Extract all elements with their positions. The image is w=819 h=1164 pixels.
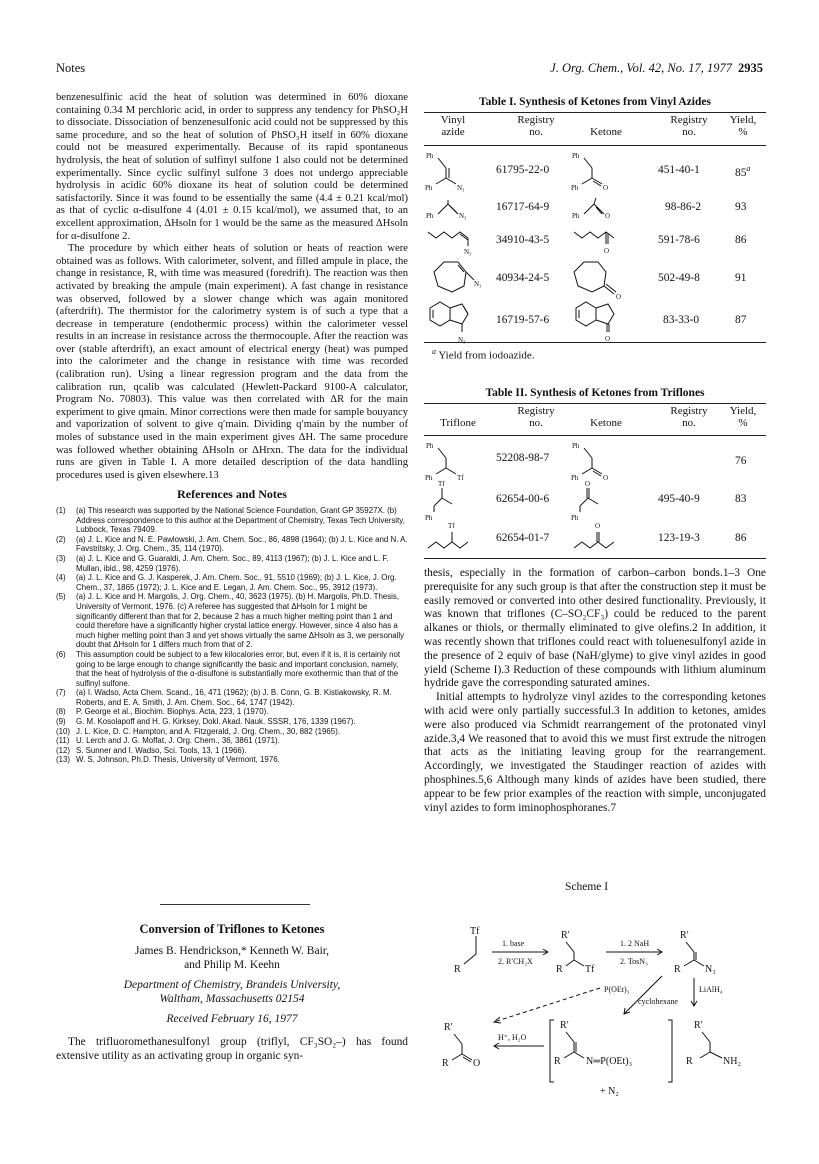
table2-col-ketone: Ketone: [590, 417, 622, 429]
article-separator: [160, 904, 310, 905]
table1-r1-reg1: 61795-22-0: [496, 164, 550, 176]
scheme-diagram: [424, 896, 766, 1111]
svg-text:O: O: [585, 480, 591, 488]
page-number: 2935: [738, 61, 763, 75]
table1-footnote: $^a$ Yield from iodoazide.: [432, 347, 535, 362]
reference-item: [56, 688, 408, 707]
reference-text: (a) J. L. Kice and H. Margolis, J. Org. Chem., 40, 3623 (1975). (b) H. Margolis, Ph.D. Thesis, University of Vermont, 1976. (c) A referee has suggested that ΔHsoln for 1 might be significantly different than that for 2, because 2 has a much higher melting point than 1 and could therefore have a significantly higher crystal lattice energy. However, since 4 also has a much higher melting point than 3 and yet shows virtually the same ΔHsoln as 3, we personally doubt that ΔHsoln for 1 differs much from that of 2.: [76, 592, 405, 650]
table2-header: [424, 405, 766, 435]
table2-r2-yield: 83: [735, 493, 747, 505]
svg-text:Tf: Tf: [585, 964, 595, 975]
table1-r4-yield: 91: [735, 272, 747, 284]
svg-text:Tf: Tf: [457, 474, 464, 482]
table1-top-rule: [424, 112, 766, 113]
reference-item: [56, 707, 408, 717]
svg-text:N₃: N₃: [474, 280, 482, 288]
svg-text:O: O: [603, 474, 609, 482]
table1-r1-ketone-structure: [570, 148, 630, 192]
svg-text:O: O: [603, 184, 609, 192]
reference-text: (a) J. L. Kice and N. E. Pawlowski, J. Am. Chem. Soc., 86, 4898 (1964); (b) J. L. Kice and N. A. Favstritsky, J. Org. Chem., 35, 114 (1970).: [76, 534, 408, 554]
svg-text:1. 2 NaH: 1. 2 NaH: [620, 939, 650, 948]
svg-text:R: R: [454, 964, 461, 975]
reference-number: (5): [56, 592, 66, 602]
svg-text:Ph: Ph: [571, 474, 579, 482]
svg-text:N₃: N₃: [464, 248, 472, 256]
table1-title: Table I. Synthesis of Ketones from Vinyl Azides: [479, 96, 711, 108]
affiliation-line-1: Department of Chemistry, Brandeis University,: [123, 979, 341, 991]
table1-col-vinyl: Vinyl azide: [440, 114, 466, 138]
table2-r1-ketone-structure: [570, 438, 630, 482]
svg-text:N₃: N₃: [458, 336, 466, 344]
table2-r3-yield: 86: [735, 532, 747, 544]
table2-r1-triflone-structure: [424, 438, 484, 482]
table1-r5-ketone-structure: [570, 296, 640, 344]
table1-r3-reg1: 34910-43-5: [496, 234, 550, 246]
running-head-section: Notes: [56, 61, 86, 75]
journal-citation: J. Org. Chem., Vol. 42, No. 17, 1977: [550, 61, 732, 75]
reference-item: [56, 736, 408, 746]
table1-r5-yield: 87: [735, 314, 747, 326]
table1-col-registry2: Registry no.: [670, 114, 708, 138]
reference-text: J. L. Kice, D. C. Hampton, and A. Fitzgerald, J. Org. Chem., 30, 882 (1965).: [76, 726, 341, 736]
reference-text: (a) I. Wadso, Acta Chem. Scand., 16, 471 (1962); (b) J. B. Conn, G. B. Kistiakowsky, R. M. Roberts, and E. A. Smith, J. Am. Chem. Soc., 64, 1747 (1942).: [76, 688, 392, 707]
reference-number: (10): [56, 726, 71, 736]
table1-r1-azide-structure: [424, 148, 484, 192]
svg-text:O: O: [605, 212, 611, 220]
reference-text: P. George et al., Biochim. Biophys. Acta, 223, 1 (1970).: [76, 707, 269, 717]
table2-title: Table II. Synthesis of Ketones from Triflones: [485, 387, 705, 399]
svg-text:Ph: Ph: [572, 152, 580, 160]
reference-item: [56, 755, 408, 765]
svg-text:R′: R′: [444, 1022, 453, 1033]
scheme-title: Scheme I: [565, 881, 609, 893]
svg-text:Ph: Ph: [426, 442, 434, 450]
table2-r3-triflone-structure: [424, 518, 494, 554]
table2-col-triflone: Triflone: [440, 417, 476, 429]
svg-text:Tf: Tf: [448, 522, 455, 530]
svg-text:2. TosN₃: 2. TosN₃: [620, 957, 648, 966]
table2-r2-reg1: 62654-00-6: [496, 493, 550, 505]
svg-text:Ph: Ph: [426, 152, 434, 160]
table1-r4-reg1: 40934-24-5: [496, 272, 550, 284]
svg-text:H⁺, H₂O: H⁺, H₂O: [498, 1033, 527, 1042]
svg-text:+ N₂: + N₂: [600, 1086, 619, 1097]
svg-text:R′: R′: [694, 1020, 703, 1031]
table2-r1-reg1: 52208-98-7: [496, 452, 550, 464]
reference-text: (a) This research was supported by the National Science Foundation, Grant GP 35927X. (b) Address correspondence to this author at the Department of Chemistry, Texas Tech University, Lubbock, Texas 79409.: [76, 506, 405, 535]
svg-text:Ph: Ph: [426, 212, 434, 220]
svg-text:O: O: [605, 335, 611, 343]
table2-bottom-rule: [424, 558, 766, 559]
table1-r3-azide-structure: [424, 222, 494, 256]
table2-r3-reg1: 62654-01-7: [496, 532, 550, 544]
svg-text:P(OEt)₃: P(OEt)₃: [604, 985, 630, 994]
table1-r2-reg1: 16717-64-9: [496, 201, 550, 213]
svg-text:NH₂: NH₂: [723, 1056, 741, 1067]
table1-r5-reg1: 16719-57-6: [496, 314, 550, 326]
table2-r3-reg2: 123-19-3: [658, 532, 700, 544]
table2-r2-triflone-structure: [424, 478, 484, 522]
reference-text: S. Sunner and I. Wadso, Sci. Tools, 13, 1 (1966).: [76, 745, 247, 755]
svg-text:Ph: Ph: [572, 212, 580, 220]
reference-text: This assumption could be subject to a few kilocalories error, but, even if it is, it is certainly not going to be large enough to change significantly the basic and important conclusion, namely, that the heat of hydrolysis of the α-disulfone is substantially more exothermic than that of the sulfinyl sulfone.: [76, 649, 401, 688]
svg-text:N₃: N₃: [457, 184, 465, 192]
paragraph-procedure: The procedure by which either heats of solution or heats of reaction were obtained was as follows. With calorimeter, solvent, and filled ampule in place, the change in resistance, R, with time was measured (foredrift). The reaction was then activated by breaking the ampule (main experiment). A fast change in resistance was observed, followed by a slower change which was again monitored (afterdrift). The thermistor for the calorimetry system is of such a type that a decrease in temperature (endothermic process) within the calorimeter vessel results in an increase in resistance across the thermocouple. After the reaction was over (stable afterdrift), an exact amount of electrical energy (heat) was pumped into the calorimeter and the change in resistance with time was recorded (calibration run). Using a linear regression program and the data from the calibration run, qcalib was calculated (Hewlett-Packard 9100-A calculator, Program No. 70803). This value was then correlated with ΔR for the main experiment to give qmain. Minor corrections were then made for sample bouyancy and vaporization of solvent to give q′main. Dividing q′main by the number of moles of substance used in the main experiment gives ΔH. The same procedure was followed whether obtaining ΔHsoln or ΔHrxn. The data for the individual runs are given in Table I. A more detailed description of the data handling procedures used is given elsewhere.13: [56, 243, 408, 481]
reference-number: (8): [56, 707, 66, 717]
svg-text:Ph: Ph: [425, 474, 433, 482]
table1-r5-reg2: 83-33-0: [663, 314, 700, 326]
table1-col-registry: Registry no.: [517, 114, 555, 138]
svg-text:R′: R′: [560, 1020, 569, 1031]
table2-r1-yield: 76: [735, 455, 747, 467]
reference-item: [56, 650, 408, 688]
reference-number: (6): [56, 649, 66, 659]
reference-text: G. M. Kosolapoff and H. G. Kirksey, Dokl. Akad. Nauk. SSSR, 176, 1339 (1967).: [76, 717, 356, 727]
authors-line-1: James B. Hendrickson,* Kenneth W. Bair,: [134, 945, 330, 957]
reference-item: [56, 506, 408, 535]
left-column: [56, 92, 408, 765]
paragraph-triflone-background: thesis, especially in the formation of carbon–carbon bonds.1–3 One prerequisite for any such group is that after the construction step it must be easily removed or converted into other desired functionality. Previously, it was known that triflones (C–SO₂CF₃) could be reduced to the parent alkanes or thiols, or thermally eliminated to give olefins.2 In addition, it was recently shown that triflones could react with toluenesulfonyl azide in the presence of 2 equiv of base (NaH/glyme) to give vinyl azides in good yield (Scheme I).3 Reduction of these compounds with lithium aluminum hydride gave the corresponding saturated amines.: [424, 567, 766, 690]
svg-text:Tf: Tf: [438, 480, 445, 488]
reference-item: [56, 554, 408, 573]
right-column: [424, 567, 766, 815]
table2-col-registry2: Registry no.: [670, 405, 708, 429]
svg-text:R: R: [556, 964, 563, 975]
svg-text:Tf: Tf: [470, 926, 480, 937]
reference-item: [56, 727, 408, 737]
table1-r4-reg2: 502-49-8: [658, 272, 700, 284]
svg-text:R: R: [686, 1056, 693, 1067]
svg-text:O: O: [473, 1058, 481, 1069]
table1-r2-reg2: 98-86-2: [665, 201, 702, 213]
table2-top-rule: [424, 403, 766, 404]
affiliation-line-2: Waltham, Massachusetts 02154: [159, 993, 305, 1005]
svg-text:N═P(OEt)₃: N═P(OEt)₃: [586, 1056, 633, 1067]
svg-text:R′: R′: [680, 930, 689, 941]
svg-text:Ph: Ph: [425, 184, 433, 192]
running-head-journal: [550, 61, 763, 76]
reference-text: (a) J. L. Kice and G. Guaraldi, J. Am. Chem. Soc., 89, 4113 (1967); (b) J. L. Kice and L. F. Mullan, ibid., 98, 4259 (1976).: [76, 553, 389, 573]
table2-r3-ketone-structure: [570, 518, 640, 554]
table2-header-rule: [424, 435, 766, 436]
table2-col-yield: Yield, %: [729, 405, 757, 429]
references-heading: References and Notes: [177, 487, 287, 502]
table1-r5-azide-structure: [424, 296, 494, 344]
table1-r3-reg2: 591-78-6: [658, 234, 700, 246]
svg-text:Ph: Ph: [425, 514, 433, 522]
reference-number: (7): [56, 688, 66, 698]
article-header: [56, 922, 408, 1064]
table1-r4-azide-structure: [424, 258, 494, 298]
references-list: [56, 506, 408, 765]
reference-number: (9): [56, 717, 66, 727]
svg-text:LiAlH₄: LiAlH₄: [699, 985, 723, 994]
reference-number: (3): [56, 553, 66, 563]
table1-r3-yield: 86: [735, 234, 747, 246]
svg-text:R′: R′: [561, 930, 570, 941]
svg-text:1. base: 1. base: [502, 939, 525, 948]
table1-col-yield: Yield, %: [729, 114, 757, 138]
svg-text:N₃: N₃: [705, 964, 716, 975]
reference-number: (4): [56, 573, 66, 583]
svg-text:Ph: Ph: [571, 514, 579, 522]
svg-text:R: R: [554, 1056, 561, 1067]
table2-col-registry: Registry no.: [517, 405, 555, 429]
svg-text:O: O: [616, 293, 622, 301]
authors-line-2: and Philip M. Keehn: [184, 959, 280, 971]
reference-item: [56, 746, 408, 756]
table2-r2-ketone-structure: [570, 478, 630, 522]
svg-text:N₃: N₃: [459, 212, 467, 220]
reference-number: (12): [56, 745, 71, 755]
svg-text:O: O: [604, 247, 610, 255]
table1-header: [424, 114, 766, 144]
table1-r1-yield: 85$^a$: [735, 164, 751, 179]
table1-header-rule: [424, 145, 766, 146]
svg-text:R: R: [442, 1058, 449, 1069]
reference-item: [56, 717, 408, 727]
reference-number: (11): [56, 736, 70, 746]
svg-text:2. R′CH₂X: 2. R′CH₂X: [498, 957, 533, 966]
reference-number: (13): [56, 755, 71, 765]
article-intro: The trifluoromethanesulfonyl group (triflyl, CF₃SO₂–) has found extensive utility as an activating group in organic syn-: [56, 1036, 408, 1062]
svg-text:R: R: [674, 964, 681, 975]
article-title: Conversion of Triflones to Ketones: [139, 922, 325, 936]
paragraph-solution-heat: benzenesulfinic acid the heat of solution was determined in 60% dioxane containing 0.34 M perchloric acid, in order to suppress any tendency for PhSO₂H to dissociate. Dissociation of benzenesulfonic acid could not be suppressed by this same procedure, and so the heat of solution of PhSO₃H itself in 60% dioxane could not be measured experimentally. Because of its rapid spontaneous hydrolysis, the heat of solution of sulfinyl sulfone 1 also could not be determined experimentally. Since cyclic sulfinyl sulfone 3 does not undergo appreciable hydrolysis in acidic 60% dioxane its heat of solution could be determined satisfactorily. Since it was found to be essentially the same (4.4 ± 0.21 kcal/mol) as that of cyclic α-disulfone 4 (4.01 ± 0.15 kcal/mol), we assumed that, to an excellent approximation, ΔHsoln for 1 would be the same as the measured ΔHsoln for α-disulfone 2.: [56, 92, 408, 242]
reference-text: W. S. Johnson, Ph.D. Thesis, University of Vermont, 1976.: [76, 755, 280, 765]
table1-r1-reg2: 451-40-1: [658, 164, 700, 176]
table1-r3-ketone-structure: [570, 222, 640, 256]
table1-col-ketone: Ketone: [590, 126, 622, 138]
reference-item: [56, 592, 408, 650]
reference-text: (a) J. L. Kice and G. J. Kasperek, J. Am. Chem. Soc., 91, 5510 (1969); (b) J. L. Kice, J. Org. Chem., 37, 1865 (1972); J. L. Kice and E. Legan, J. Am. Chem. Soc., 95, 3912 (1973).: [76, 573, 397, 592]
reference-item: [56, 573, 408, 592]
table1-r2-yield: 93: [735, 201, 747, 213]
reference-number: (2): [56, 534, 66, 544]
paragraph-staudinger: Initial attempts to hydrolyze vinyl azides to the corresponding ketones with acid were only partially successful.3 In addition to ketones, amides were also produced via Schmidt rearrangement of the protonated vinyl azide.3,4 We reasoned that to avoid this we must first extrude the nitrogen that acts as the initiating leaving group for the rearrangement. Accordingly, we investigated the Staudinger reaction of azides with phosphines.5,6 Although many kinds of azides have been studied, there appear to be few prior examples of the reaction with simple, unconjugated vinyl azides to form iminophosphoranes.7: [424, 691, 766, 814]
reference-text: U. Lerch and J. G. Moffat, J. Org. Chem., 36, 3861 (1971).: [76, 736, 280, 746]
svg-text:Ph: Ph: [571, 184, 579, 192]
reference-number: (1): [56, 506, 66, 515]
received-date: Received February 16, 1977: [166, 1013, 298, 1025]
table2-r2-reg2: 495-40-9: [658, 493, 700, 505]
svg-text:cyclohexane: cyclohexane: [638, 997, 678, 1006]
svg-text:O: O: [595, 522, 601, 530]
reference-item: [56, 535, 408, 554]
svg-text:Ph: Ph: [572, 442, 580, 450]
